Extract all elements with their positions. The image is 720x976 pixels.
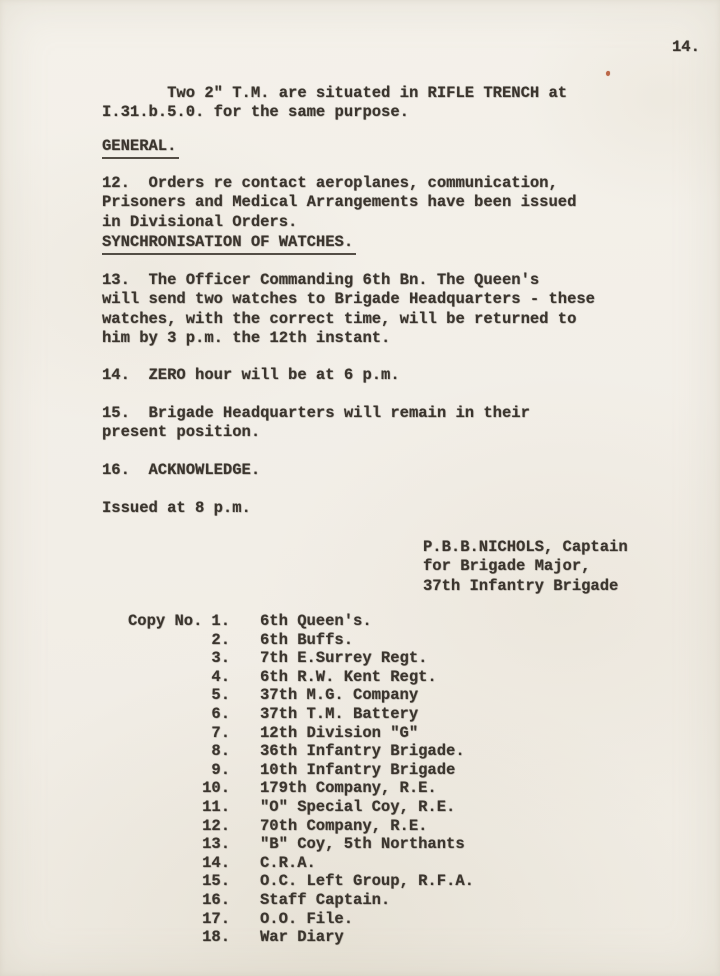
copy-number: 14. xyxy=(202,853,230,872)
copy-list-row xyxy=(128,835,474,854)
copy-recipient: 37th M.G. Company xyxy=(260,686,419,705)
copy-list-row xyxy=(128,910,474,929)
copy-recipient: 179th Company, R.E. xyxy=(260,779,437,798)
copy-list-row xyxy=(128,612,474,631)
copy-recipient: 10th Infantry Brigade xyxy=(260,760,456,779)
copy-number: 15. xyxy=(202,872,230,891)
signature-unit: 37th Infantry Brigade xyxy=(423,576,619,595)
copy-number: 6. xyxy=(211,704,230,723)
text-line: will send two watches to Brigade Headquarters - these xyxy=(102,290,595,309)
copy-number: 13. xyxy=(202,835,230,854)
copy-number: 2. xyxy=(211,630,230,649)
copy-recipient: "O" Special Coy, R.E. xyxy=(260,797,456,816)
copy-distribution-list xyxy=(128,612,474,947)
copy-recipient: 36th Infantry Brigade. xyxy=(260,742,465,761)
copy-recipient: O.C. Left Group, R.F.A. xyxy=(260,872,474,891)
text-line: 13. The Officer Commanding 6th Bn. The Queen's xyxy=(102,271,540,289)
paragraph-14 xyxy=(102,366,400,385)
text-line: Two 2" T.M. are situated in RIFLE TRENCH at xyxy=(102,84,568,102)
text-line: Issued at 8 p.m. xyxy=(102,499,251,517)
signature-role: for Brigade Major, xyxy=(423,557,591,576)
text-line: Prisoners and Medical Arrangements have been issued xyxy=(102,193,577,212)
copy-recipient: 7th E.Surrey Regt. xyxy=(260,649,428,668)
copy-list-row xyxy=(128,668,474,687)
signature-block xyxy=(423,538,628,596)
heading-text: SYNCHRONISATION OF WATCHES. xyxy=(102,233,356,255)
copy-list-row xyxy=(128,891,474,910)
paragraph-13 xyxy=(102,271,595,348)
text-line: 15. Brigade Headquarters will remain in their xyxy=(102,404,530,422)
text-line: 14. ZERO hour will be at 6 p.m. xyxy=(102,366,400,384)
copy-recipient: 70th Company, R.E. xyxy=(260,816,428,835)
copy-recipient: "B" Coy, 5th Northants xyxy=(260,835,465,854)
copy-list-row xyxy=(128,854,474,873)
heading-synchronisation xyxy=(102,233,356,255)
copy-number: 1. xyxy=(211,612,230,630)
copy-list-row xyxy=(128,872,474,891)
text-line: in Divisional Orders. xyxy=(102,212,298,231)
copy-recipient: 37th T.M. Battery xyxy=(260,704,419,723)
copy-number: 5. xyxy=(211,686,230,705)
copy-recipient: 6th Queen's. xyxy=(260,612,372,630)
copy-number: 8. xyxy=(211,742,230,761)
text-line: him by 3 p.m. the 12th instant. xyxy=(102,328,391,347)
copy-list-row xyxy=(128,631,474,650)
text-line: 16. ACKNOWLEDGE. xyxy=(102,461,261,479)
text-line: I.31.b.5.0. for the same purpose. xyxy=(102,103,409,122)
issued-line xyxy=(102,499,251,518)
heading-text: GENERAL. xyxy=(102,137,179,159)
copy-number: 12. xyxy=(202,816,230,835)
text-line: 12. Orders re contact aeroplanes, communication, xyxy=(102,174,558,192)
copy-recipient: C.R.A. xyxy=(260,853,316,872)
copy-number: 17. xyxy=(202,909,230,928)
copy-list-row xyxy=(128,817,474,836)
copy-list-label: Copy No. xyxy=(128,612,203,630)
copy-list-row xyxy=(128,742,474,761)
copy-list-row xyxy=(128,761,474,780)
copy-recipient: Staff Captain. xyxy=(260,890,391,909)
copy-recipient: O.O. File. xyxy=(260,909,354,928)
copy-list-row xyxy=(128,649,474,668)
text-line: present position. xyxy=(102,423,261,442)
copy-recipient: 6th R.W. Kent Regt. xyxy=(260,667,437,686)
copy-number: 16. xyxy=(202,890,230,909)
copy-list-row xyxy=(128,686,474,705)
copy-number: 9. xyxy=(211,760,230,779)
copy-number: 10. xyxy=(202,779,230,798)
copy-number: 3. xyxy=(211,649,230,668)
copy-number: 18. xyxy=(202,928,230,947)
copy-recipient: 6th Buffs. xyxy=(260,630,354,649)
copy-list-row xyxy=(128,798,474,817)
paragraph-12 xyxy=(102,174,576,232)
heading-general xyxy=(102,137,179,159)
copy-number: 7. xyxy=(211,723,230,742)
copy-list-row xyxy=(128,779,474,798)
copy-recipient: 12th Division "G" xyxy=(260,723,419,742)
copy-list-row xyxy=(128,724,474,743)
copy-number: 11. xyxy=(202,797,230,816)
copy-number: 4. xyxy=(211,667,230,686)
paragraph-intro xyxy=(102,84,567,123)
text-line: watches, with the correct time, will be returned to xyxy=(102,309,577,328)
red-ink-speck xyxy=(606,71,610,76)
signature-name: P.B.B.NICHOLS, Captain xyxy=(423,538,628,556)
paragraph-15 xyxy=(102,404,530,443)
page-number: 14. xyxy=(672,38,700,56)
paragraph-16 xyxy=(102,461,260,480)
copy-list-row xyxy=(128,928,474,947)
copy-list-row xyxy=(128,705,474,724)
copy-recipient: War Diary xyxy=(260,928,344,947)
